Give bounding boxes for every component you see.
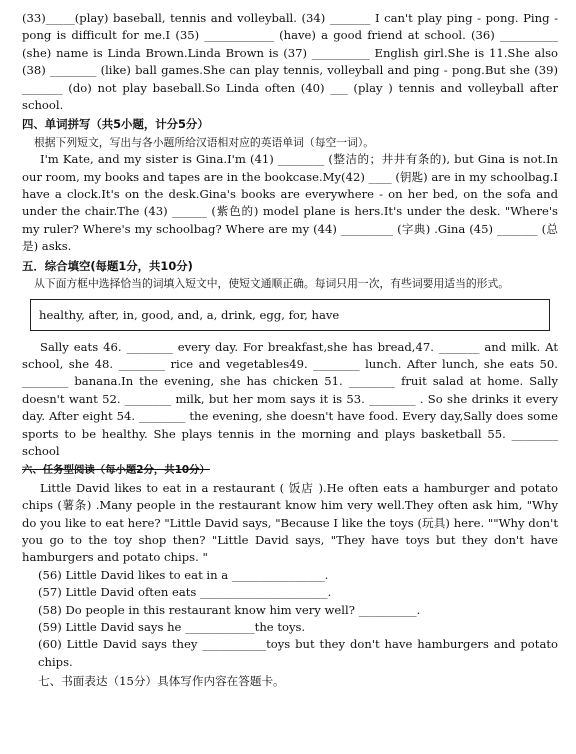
section-6-passage: Little David likes to eat in a restaurant ( 饭店 ).He often eats a hamburger and potato chips (薯条) .Many people in the restaurant know him very well.They often ask him, "Why do you like to eat here? "Little David says, "Because I like the toys (玩具) here. ""Why don't you go to the toy shop then? "Little David says, "They have toys but they don't have hamburgers and potato chips. " <box>22 480 558 565</box>
section-4-heading: 四、单词拼写（共5小题，计分5分） <box>22 117 209 132</box>
section-5-heading: 五．综合填空(每题1分，共10分) <box>22 258 193 273</box>
question-57: (57) Little David often eats ______________________. <box>38 585 332 600</box>
section-4-instruction: 根据下列短文，写出与各小题所给汉语相对应的英语单词（每空一词）。 <box>34 135 375 149</box>
question-60: (60) Little David says they ___________toys but they don't have hamburgers and potato chips. <box>38 637 558 669</box>
question-56: (56) Little David likes to eat in a ________________. <box>38 567 329 582</box>
section-5-instruction: 从下面方框中选择恰当的词填入短文中，使短文通顺正确。每词只用一次，有些词要用适当的形式。 <box>34 277 510 291</box>
section-4-passage: I'm Kate, and my sister is Gina.I'm (41) ________ (整洁的；井井有条的), but Gina is not.In our room, my books and tapes are in the bookcase.My(42) ____ (钥匙) are in my schoolbag.I have a clock.It's on the desk.Gina's books are everywhere - on her bed, on the sofa and under the chair.The (43) ______ (紫色的) model plane is hers.It's under the desk. "Where's my ruler? Where's my schoolbag? Where are my (44) _________ (字典) .Gina (45) _______ (总是) asks. <box>22 152 559 254</box>
word-box: healthy, after, in, good, and, a, drink, egg, for, have <box>30 299 550 331</box>
section-7-heading: 七、书面表达（15分）具体写作内容在答题卡。 <box>38 674 285 689</box>
question-58: (58) Do people in this restaurant know him very well? __________. <box>38 602 421 617</box>
question-59: (59) Little David says he ____________the toys. <box>38 620 306 634</box>
cloze-passage: (33)_____(play) baseball, tennis and volleyball. (34) _______ I can't play ping - pong. Ping - pong is difficult for me.I (35) ____________ (have) a good friend at school. (36) __________ (she) name is Linda Brown.Linda Brown is (37) __________ English girl.She is 11.She also (38) ________ (like) ball games.She can play tennis, volleyball and ping - pong.But she (39) _______ (do) not play baseball.So Linda often (40) ___ (play ) tennis and volleyball after school. <box>22 11 558 113</box>
section-6-heading: 六、任务型阅读（每小题2分，共10分） <box>22 464 210 477</box>
section-5-passage: Sally eats 46. ________ every day. For breakfast,she has bread,47. _______ and milk. At school, she 48. ________ rice and vegetables49. ________ lunch. After lunch, she eats 50. ________ banana.In the evening, she has chicken 51. ________ fruit salad at home. Sally doesn't want 52. ________ milk, but her mom says it is 53. ________ . So she drinks it every day. After eight 54. ________ the evening, she doesn't have food. Every day,Sally does some sports to be healthy. She plays tennis in the morning and plays basketball 55. ________ school <box>22 339 558 458</box>
